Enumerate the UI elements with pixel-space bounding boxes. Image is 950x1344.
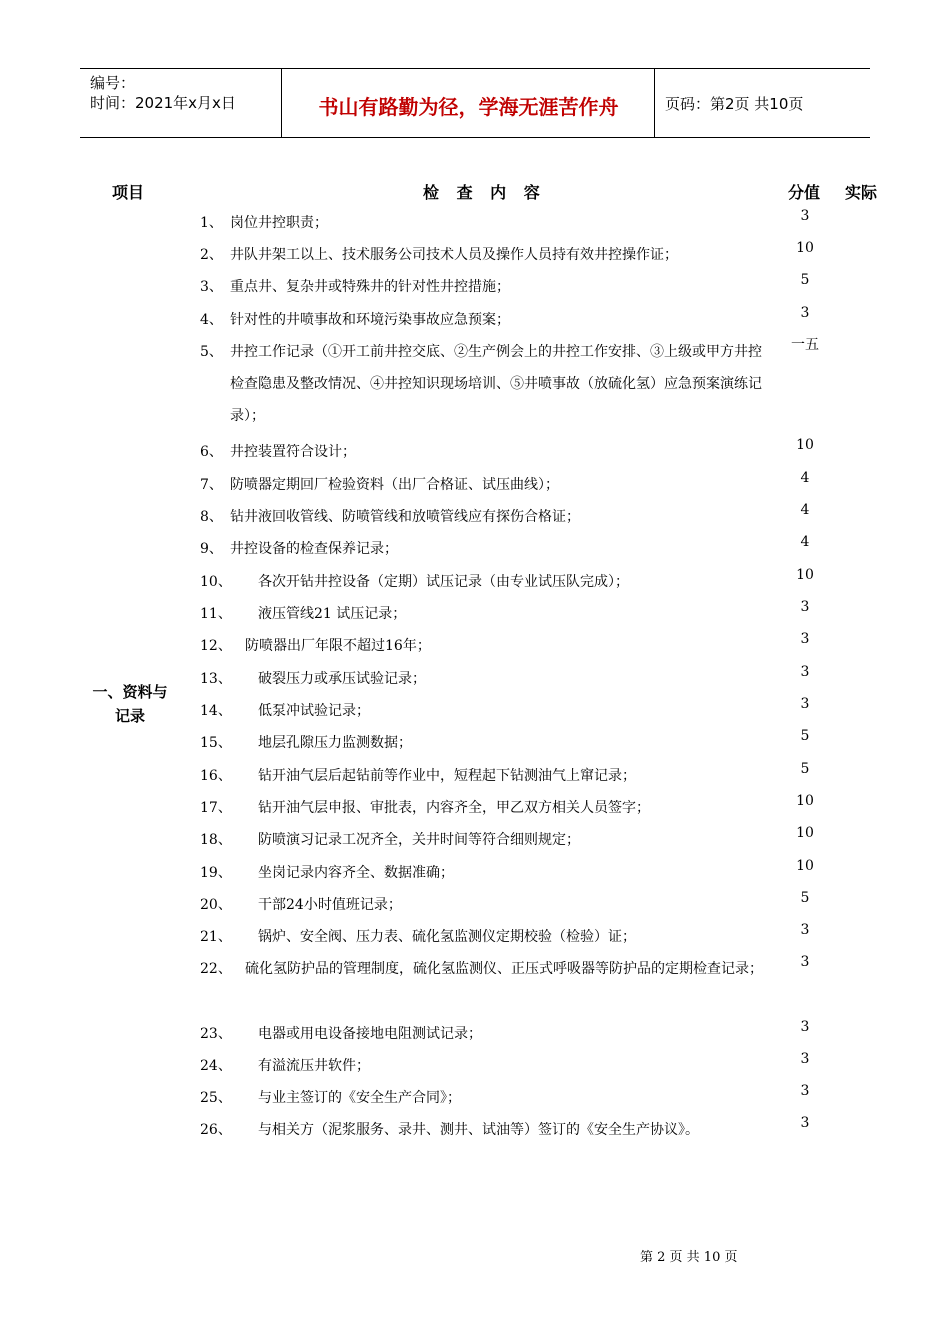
check-item-text: 井控设备的检查保养记录；: [230, 541, 398, 557]
check-item-score: 一五: [791, 337, 819, 353]
check-item-score: 4: [800, 534, 810, 550]
check-item-text: 重点井、复杂井或特殊井的针对性井控措施；: [230, 279, 510, 295]
check-item-score: 3: [800, 1083, 810, 1099]
check-item-number: 25、: [200, 1090, 232, 1106]
section-label-line: 一、资料与: [92, 683, 168, 701]
check-item-number: 2、: [200, 247, 223, 263]
check-item-number: 14、: [200, 703, 232, 719]
check-item-number: 15、: [200, 735, 232, 751]
check-item-score: 3: [800, 208, 810, 224]
check-item-number: 21、: [200, 929, 232, 945]
check-item-number: 23、: [200, 1026, 232, 1042]
check-item-number: 9、: [200, 541, 223, 557]
header-page-number: 页码：第2页 共10页: [665, 95, 804, 113]
check-item-score: 3: [800, 922, 810, 938]
check-item-text: 坐岗记录内容齐全、数据准确；: [258, 865, 454, 881]
check-item-number: 8、: [200, 509, 223, 525]
check-item-text: 针对性的井喷事故和环境污染事故应急预案；: [230, 312, 510, 328]
check-item-number: 7、: [200, 477, 223, 493]
check-item-number: 12、: [200, 638, 232, 654]
check-item-score: 10: [796, 825, 814, 841]
header-divider: [654, 69, 655, 137]
header-motto: 书山有路勤为径，学海无涯苦作舟: [318, 95, 619, 119]
document-number: 编号：: [90, 74, 136, 92]
check-item-number: 6、: [200, 444, 223, 460]
check-item-number: 13、: [200, 671, 232, 687]
column-header-content: 检 查 内 容: [423, 183, 546, 202]
column-header-score: 分值: [788, 183, 821, 202]
check-item-text: 电器或用电设备接地电阻测试记录；: [258, 1026, 482, 1042]
check-item-text: 低泵冲试验记录；: [258, 703, 370, 719]
check-item-number: 11、: [200, 606, 232, 622]
check-item-text: 与业主签订的《安全生产合同》；: [258, 1090, 461, 1106]
check-item-text: 防喷器出厂年限不超过16年；: [245, 638, 431, 654]
check-item-text: 锅炉、安全阀、压力表、硫化氢监测仪定期校验（检验）证；: [258, 929, 636, 945]
check-item-text: 液压管线21 试压记录；: [258, 606, 407, 622]
check-item-score: 10: [796, 437, 814, 453]
check-item-text: 各次开钻井控设备（定期）试压记录（由专业试压队完成）；: [258, 574, 629, 590]
check-item-text: 钻井液回收管线、防喷管线和放喷管线应有探伤合格证；: [230, 509, 580, 525]
check-item-text: 钻开油气层申报、审批表，内容齐全，甲乙双方相关人员签字；: [258, 800, 650, 816]
check-item-score: 3: [800, 305, 810, 321]
check-item-text: 钻开油气层后起钻前等作业中，短程起下钻测油气上窜记录；: [258, 768, 636, 784]
check-item-score: 3: [800, 1019, 810, 1035]
check-item-number: 1、: [200, 215, 223, 231]
check-item-number: 22、: [200, 961, 232, 977]
check-item-number: 26、: [200, 1122, 232, 1138]
check-item-number: 18、: [200, 832, 232, 848]
check-item-score: 10: [796, 858, 814, 874]
check-item-number: 19、: [200, 865, 232, 881]
check-item-score: 10: [796, 567, 814, 583]
check-item-score: 3: [800, 1115, 810, 1131]
check-item-score: 5: [800, 272, 810, 288]
check-item-score: 3: [800, 696, 810, 712]
section-label-line: 记录: [114, 707, 145, 725]
check-item-number: 20、: [200, 897, 232, 913]
check-item-score: 5: [800, 761, 810, 777]
check-item-score: 10: [796, 793, 814, 809]
check-item-score: 4: [800, 502, 810, 518]
check-item-score: 3: [800, 664, 810, 680]
check-item-text: 干部24小时值班记录；: [258, 897, 402, 913]
check-item-number: 10、: [200, 574, 232, 590]
check-item-score: 3: [800, 954, 810, 970]
check-item-number: 3、: [200, 279, 223, 295]
check-item-number: 16、: [200, 768, 232, 784]
check-item-score: 10: [796, 240, 814, 256]
check-item-score: 3: [800, 631, 810, 647]
check-item-score: 5: [800, 890, 810, 906]
check-item-text: 岗位井控职责；: [230, 215, 328, 231]
check-item-score: 3: [800, 1051, 810, 1067]
check-item-text: 地层孔隙压力监测数据；: [258, 735, 412, 751]
check-item-score: 5: [800, 728, 810, 744]
check-item-number: 4、: [200, 312, 223, 328]
check-item-text: 有溢流压井软件；: [258, 1058, 370, 1074]
check-item-text: 井控工作记录（①开工前井控交底、②生产例会上的井控工作安排、③上级或甲方井控检查隐患及整改情况、④井控知识现场培训、⑤井喷事故（放硫化氢）应急预案演练记录）；: [230, 344, 762, 424]
check-item-text: 井控装置符合设计；: [230, 444, 356, 460]
section-label: [80, 680, 180, 728]
column-header-item: 项目: [112, 183, 145, 202]
check-item-number: 5、: [200, 344, 223, 360]
page-header: [80, 68, 870, 138]
check-item-number: 24、: [200, 1058, 232, 1074]
document-date: 时间：2021年x月x日: [90, 94, 236, 112]
page-footer: 第 2 页 共 10 页: [640, 1250, 738, 1265]
header-info: [90, 73, 236, 113]
check-item-text: 井队井架工以上、技术服务公司技术人员及操作人员持有效井控操作证；: [230, 247, 678, 263]
check-item-text: 防喷演习记录工况齐全，关井时间等符合细则规定；: [258, 832, 580, 848]
column-header-actual: 实际: [845, 183, 878, 202]
check-item-text: 硫化氢防护品的管理制度，硫化氢监测仪、正压式呼吸器等防护品的定期检查记录；: [245, 961, 763, 977]
check-item-text: 与相关方（泥浆服务、录井、测井、试油等）签订的《安全生产协议》。: [258, 1122, 699, 1138]
check-item-text: 破裂压力或承压试验记录；: [258, 671, 426, 687]
check-item-number: 17、: [200, 800, 232, 816]
check-item-score: 3: [800, 599, 810, 615]
check-item-score: 4: [800, 470, 810, 486]
check-item-text: 防喷器定期回厂检验资料（出厂合格证、试压曲线）；: [230, 477, 559, 493]
